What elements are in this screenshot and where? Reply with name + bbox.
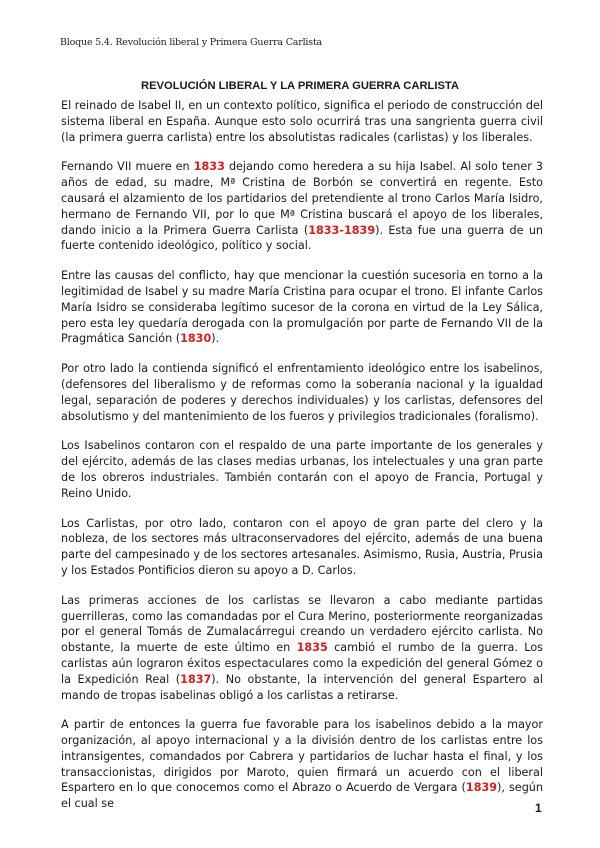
page-header: Bloque 5.4. Revolución liberal y Primera Guerra Carlista: [60, 37, 323, 48]
document-title: REVOLUCIÓN LIBERAL Y LA PRIMERA GUERRA CARLISTA: [140, 80, 460, 92]
paragraph: Las primeras acciones de los carlistas se llevaron a cabo mediante partidas guerrilleras, como las comandadas por el Cura Merino, posteriormente reorganizadas por el general Tomás de Zumalacárregui creando un verdadero ejército carlista. No obstante, la muerte de este último en 1835 cambió el rumbo de la guerra. Los carlistas aún lograron éxitos espectaculares como la expedición del general Gómez o la Expedición Real (1837). No obstante, la intervención del general Espartero al mando de tropas isabelinas obligó a los carlistas a retirarse.: [61, 593, 544, 702]
document-body: [61, 98, 543, 826]
paragraph: Por otro lado la contienda significó el enfrentamiento ideológico entre los isabelinos, (defensores del liberalismo y de reformas como la soberanía nacional y la igualdad legal, separación de poderes y derechos individuales) y los carlistas, defensores del absolutismo y del mantenimiento de los fueros y privilegios tradicionales (foralismo).: [61, 362, 543, 423]
highlighted-date: 1835: [296, 641, 328, 655]
highlighted-date: 1830: [180, 332, 212, 346]
paragraph: Los Isabelinos contaron con el respaldo de una parte importante de los generales y del ejército, además de las clases medias urbanas, los intelectuales y una gran parte de los obreros industriales. También contarán con el apoyo de Francia, Portugal y Reino Unido.: [61, 439, 543, 500]
highlighted-date: 1837: [180, 672, 212, 686]
paragraph: Los Carlistas, por otro lado, contaron con el apoyo de gran parte del clero y la nobleza, de los sectores más ultraconservadores del ejército, además de una buena parte del campesinado y de los sectores artesanales. Asimismo, Rusia, Austria, Prusia y los Estados Pontificios dieron su apoyo a D. Carlos.: [61, 516, 543, 577]
paragraph: Fernando VII muere en 1833 dejando como heredera a su hija Isabel. Al solo tener 3 años de edad, su madre, Mª Cristina de Borbón se convertirá en regente. Esto causará el alzamiento de los partidarios del pretendiente al trono Carlos María Isidro, hermano de Fernando VII, por lo que Mª Cristina buscará el apoyo de los liberales, dando inicio a la Primera Guerra Carlista (1833-1839). Esta fue una guerra de un fuerte contenido ideológico, político y social.: [61, 160, 543, 253]
highlighted-date: 1833-1839: [308, 223, 376, 237]
paragraph: Entre las causas del conflicto, hay que mencionar la cuestión sucesoria en torno a la legitimidad de Isabel y su madre María Cristina para ocupar el trono. El infante Carlos María Isidro se consideraba legítimo sucesor de la corona en virtud de la Ley Sálica, pero esta ley quedaría derogada con la promulgación por parte de Fernando VII de la Pragmática Sanción (1830).: [61, 269, 543, 346]
highlighted-date: 1839: [465, 781, 498, 795]
highlighted-date: 1833: [193, 160, 225, 174]
paragraph: El reinado de Isabel II, en un contexto político, significa el periodo de construcción del sistema liberal en España. Aunque esto solo ocurrirá tras una sangrienta guerra civil (la primera guerra carlista) entre los absolutistas radicales (carlistas) y los liberales.: [61, 99, 543, 144]
page-number: 1: [535, 801, 542, 815]
paragraph: A partir de entonces la guerra fue favorable para los isabelinos debido a la mayor organización, al apoyo internacional y a la división dentro de los carlistas entre los intransigentes, comandados por Cabrera y partidarios de luchar hasta el final, y los transaccionistas, dirigidos por Maroto, quien firmará un acuerdo con el liberal Espartero en lo que conocemos como el Abrazo o Acuerdo de Vergara (1839), según el cual se: [61, 718, 543, 811]
